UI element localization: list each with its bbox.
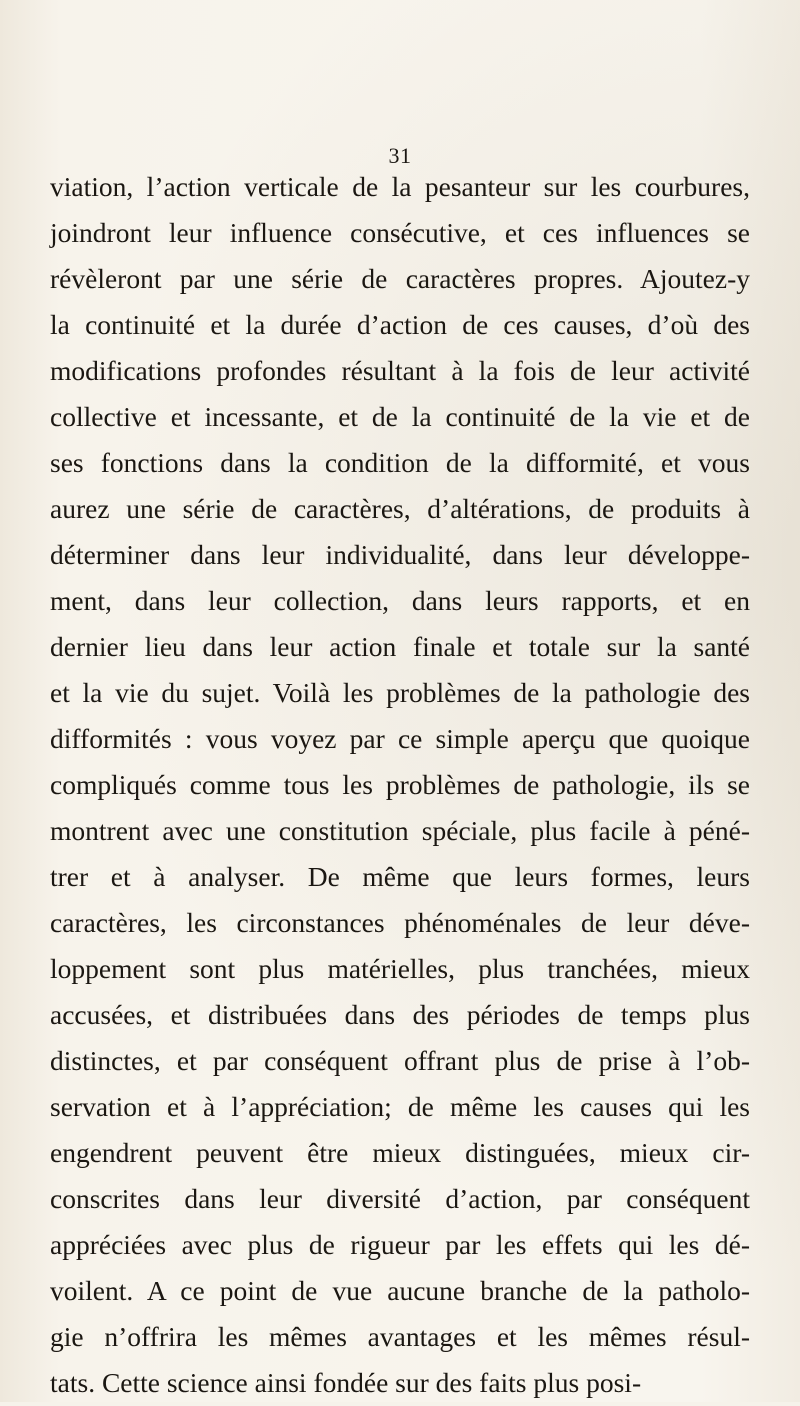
- text-line: dernier lieu dans leur action finale et totale sur la santé: [50, 631, 750, 662]
- text-line: difformités : vous voyez par ce simple aperçu que quoique: [50, 723, 750, 754]
- text-line: servation et à l’appréciation; de même les causes qui les: [50, 1091, 750, 1122]
- text-line: ses fonctions dans la condition de la difformité, et vous: [50, 447, 750, 478]
- text-line: trer et à analyser. De même que leurs formes, leurs: [50, 861, 750, 892]
- text-line: et la vie du sujet. Voilà les problèmes de la pathologie des: [50, 677, 750, 708]
- text-line: conscrites dans leur diversité d’action, par conséquent: [50, 1183, 750, 1214]
- page-number: 31: [388, 143, 412, 168]
- text-line: modifications profondes résultant à la fois de leur activité: [50, 355, 750, 386]
- text-line: déterminer dans leur individualité, dans leur développe-: [50, 539, 750, 570]
- text-line: accusées, et distribuées dans des périodes de temps plus: [50, 999, 750, 1030]
- text-line: joindront leur influence consécutive, et ces influences se: [50, 217, 750, 248]
- text-line: appréciées avec plus de rigueur par les effets qui les dé-: [50, 1229, 750, 1260]
- text-line: engendrent peuvent être mieux distinguées, mieux cir-: [50, 1137, 750, 1168]
- text-line: ment, dans leur collection, dans leurs rapports, et en: [50, 585, 750, 616]
- text-line: collective et incessante, et de la continuité de la vie et de: [50, 401, 750, 432]
- text-line: loppement sont plus matérielles, plus tranchées, mieux: [50, 953, 750, 984]
- text-line: gie n’offrira les mêmes avantages et les mêmes résul-: [50, 1321, 750, 1352]
- text-line: révèleront par une série de caractères propres. Ajoutez-y: [50, 263, 750, 294]
- text-line: aurez une série de caractères, d’altérations, de produits à: [50, 493, 750, 524]
- text-line: distinctes, et par conséquent offrant plus de prise à l’ob-: [50, 1045, 750, 1076]
- text-line: compliqués comme tous les problèmes de pathologie, ils se: [50, 769, 750, 800]
- text-line: tats. Cette science ainsi fondée sur des faits plus posi-: [50, 1367, 642, 1398]
- text-line: la continuité et la durée d’action de ces causes, d’où des: [50, 309, 750, 340]
- text-line: voilent. A ce point de vue aucune branche de la patholo-: [50, 1275, 750, 1306]
- text-line: caractères, les circonstances phénoménales de leur déve-: [50, 907, 750, 938]
- text-line: viation, l’action verticale de la pesanteur sur les courbures,: [50, 171, 750, 202]
- text-line: montrent avec une constitution spéciale, plus facile à péné-: [50, 815, 750, 846]
